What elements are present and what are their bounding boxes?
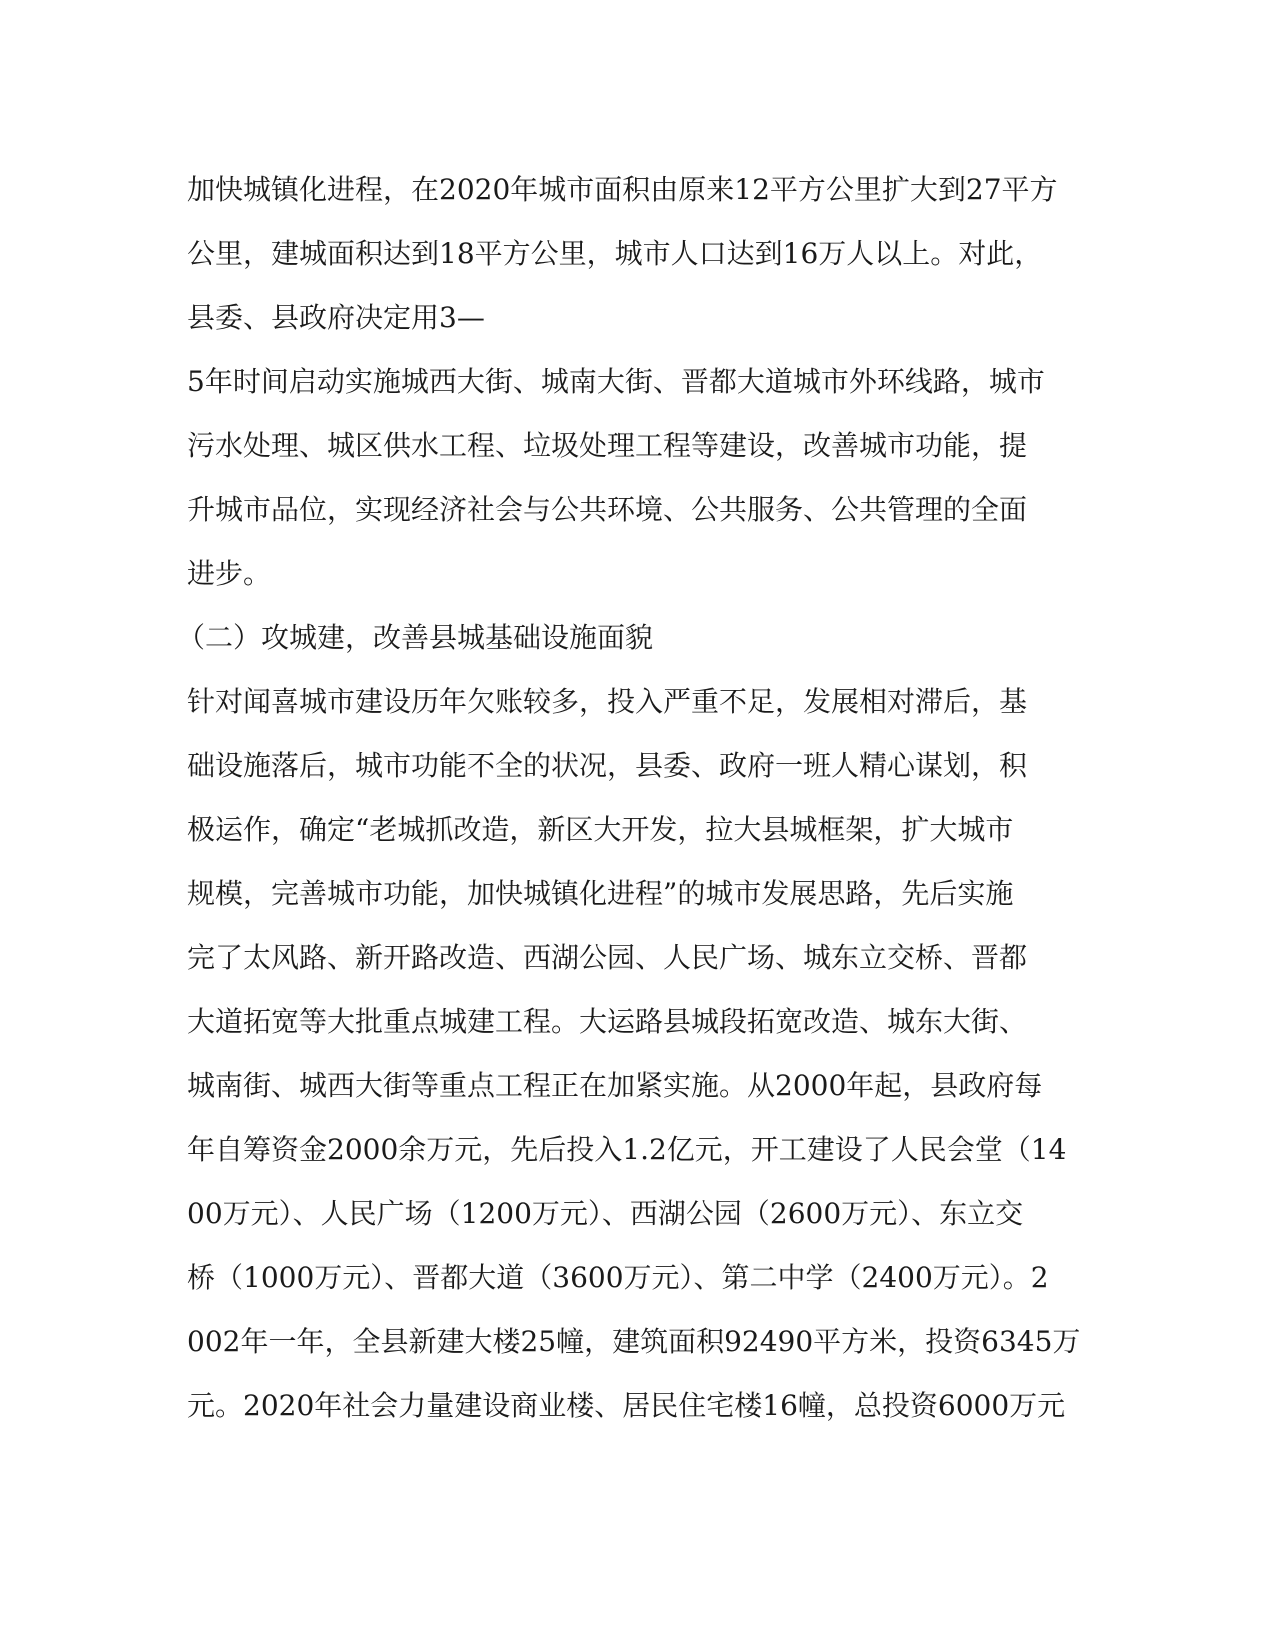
text-line: 升城市品位，实现经济社会与公共环境、公共服务、公共管理的全面 [187, 493, 1028, 526]
text-line: 00万元）、人民广场（1200万元）、西湖公园（2600万元）、东立交 [187, 1197, 1024, 1230]
text-line: 针对闻喜城市建设历年欠账较多，投入严重不足，发展相对滞后，基 [187, 685, 1028, 718]
text-line: 桥（1000万元）、晋都大道（3600万元）、第二中学（2400万元）。2 [187, 1261, 1049, 1294]
text-line: 进步。 [187, 557, 272, 590]
text-line: 完了太风路、新开路改造、西湖公园、人民广场、城东立交桥、晋都 [187, 941, 1028, 974]
text-line: 础设施落后，城市功能不全的状况，县委、政府一班人精心谋划，积 [187, 749, 1028, 782]
text-line: 5年时间启动实施城西大街、城南大街、晋都大道城市外环线路，城市 [187, 365, 1045, 398]
text-line: 002年一年，全县新建大楼25幢，建筑面积92490平方米，投资6345万 [187, 1325, 1081, 1358]
text-line: 大道拓宽等大批重点城建工程。大运路县城段拓宽改造、城东大街、 [187, 1005, 1028, 1038]
text-line: 极运作，确定“老城抓改造，新区大开发，拉大县城框架，扩大城市 [187, 813, 1014, 846]
text-line: 公里，建城面积达到18平方公里，城市人口达到16万人以上。对此， [187, 237, 1043, 270]
text-line: 加快城镇化进程，在2020年城市面积由原来12平方公里扩大到27平方 [187, 173, 1058, 206]
text-line: 规模，完善城市功能，加快城镇化进程”的城市发展思路，先后实施 [187, 877, 1014, 910]
text-line: 县委、县政府决定用3— [187, 301, 485, 334]
text-line: 元。2020年社会力量建设商业楼、居民住宅楼16幢，总投资6000万元 [187, 1389, 1066, 1422]
text-line: 城南街、城西大街等重点工程正在加紧实施。从2000年起，县政府每 [187, 1069, 1043, 1102]
text-line: 年自筹资金2000余万元，先后投入1.2亿元，开工建设了人民会堂（14 [187, 1133, 1067, 1166]
text-line: 污水处理、城区供水工程、垃圾处理工程等建设，改善城市功能，提 [187, 429, 1028, 462]
body-text [177, 158, 1087, 1438]
section-heading: （二）攻城建，改善县城基础设施面貌 [177, 621, 654, 654]
